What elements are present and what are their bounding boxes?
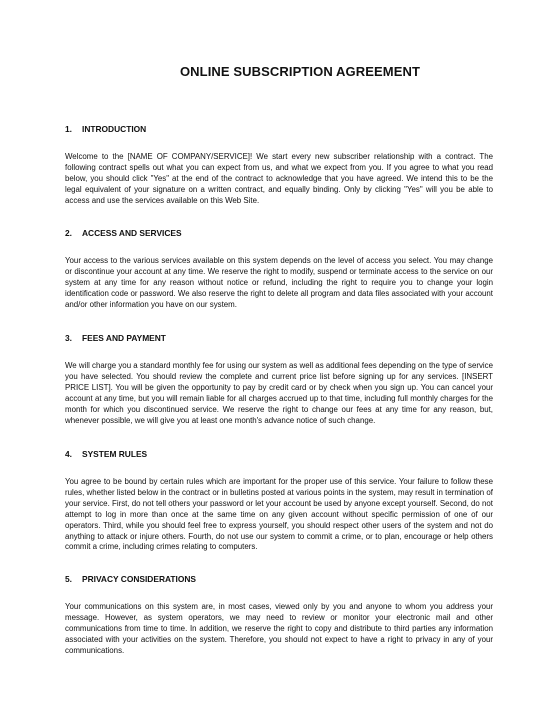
section-heading [65,574,493,585]
section-heading [65,124,493,135]
document-title: ONLINE SUBSCRIPTION AGREEMENT [179,64,421,79]
section-body: We will charge you a standard monthly fee for using our system as well as additional fees depending on the type of service you have selected. You should review the complete and current price list before signing up for any services. [INSERT PRICE LIST]. You will be given the opportunity to pay by credit card or by check when you sign up. You can cancel your account at any time, but you will remain liable for all charges accrued up to that time, including full monthly charges for the month for which you discontinued service. We reserve the right to change our fees at any time for any reason, but, whenever possible, we will give you at least one month's advance notice of such change. [65,361,493,425]
section-number: 1. [65,124,72,134]
section-body: Your communications on this system are, in most cases, viewed only by you and anyone to whom you address your message. However, as system operators, we may need to review or monitor your electronic mail and other communications from time to time. In addition, we reserve the right to copy and distribute to third parties any information associated with your activities on the system. Therefore, you should not expect to have a right to privacy in any of your communications. [65,602,493,655]
section-number: 5. [65,574,72,584]
section-fees-and-payment [65,333,493,426]
section-introduction [65,124,493,207]
section-title: INTRODUCTION [82,124,147,134]
section-title: SYSTEM RULES [82,449,148,459]
section-access-and-services [65,228,493,311]
section-heading [65,449,493,460]
section-title: FEES AND PAYMENT [82,333,166,343]
section-title: ACCESS AND SERVICES [82,228,182,238]
section-heading [65,228,493,239]
section-number: 4. [65,449,72,459]
section-body: Your access to the various services available on this system depends on the level of access you select. You may change or discontinue your account at any time. We reserve the right to modify, suspend or terminate access to the service on our system at any time for any reason without notice or refund, including the right to require you to change your login identification code or password. We also reserve the right to delete all program and data files associated with your account and/or other information you have on our system. [65,256,493,309]
section-system-rules [65,449,493,553]
section-body: You agree to be bound by certain rules which are important for the proper use of this service. Your failure to follow these rules, whether listed below in the contract or in bulletins posted at various points in the system, may result in termination of your service. First, do not tell others your password or let your account be used by anyone except yourself. Second, do not attempt to log in more than once at the same time on any given account without specific permission of one of our operators. Third, while you should feel free to express yourself, you should respect other users of the system and not do anything to attack or injure others. Fourth, do not use our system to commit a crime, or to plan, encourage or help others commit a crime, including crimes relating to computers. [65,477,493,552]
section-privacy-considerations [65,574,493,657]
section-number: 2. [65,228,72,238]
section-number: 3. [65,333,72,343]
section-body: Welcome to the [NAME OF COMPANY/SERVICE]! We start every new subscriber relationship with a contract. The following contract spells out what you can expect from us, and what we expect from you. If you agree to what you read below, you should click "Yes" at the end of the contract to acknowledge that you have agreed. We intend this to be the legal equivalent of your signature on a written contract, and equally binding. Only by clicking "Yes" will you be able to access and use the services available on this Web Site. [65,152,493,205]
section-heading [65,333,493,344]
section-title: PRIVACY CONSIDERATIONS [82,574,197,584]
